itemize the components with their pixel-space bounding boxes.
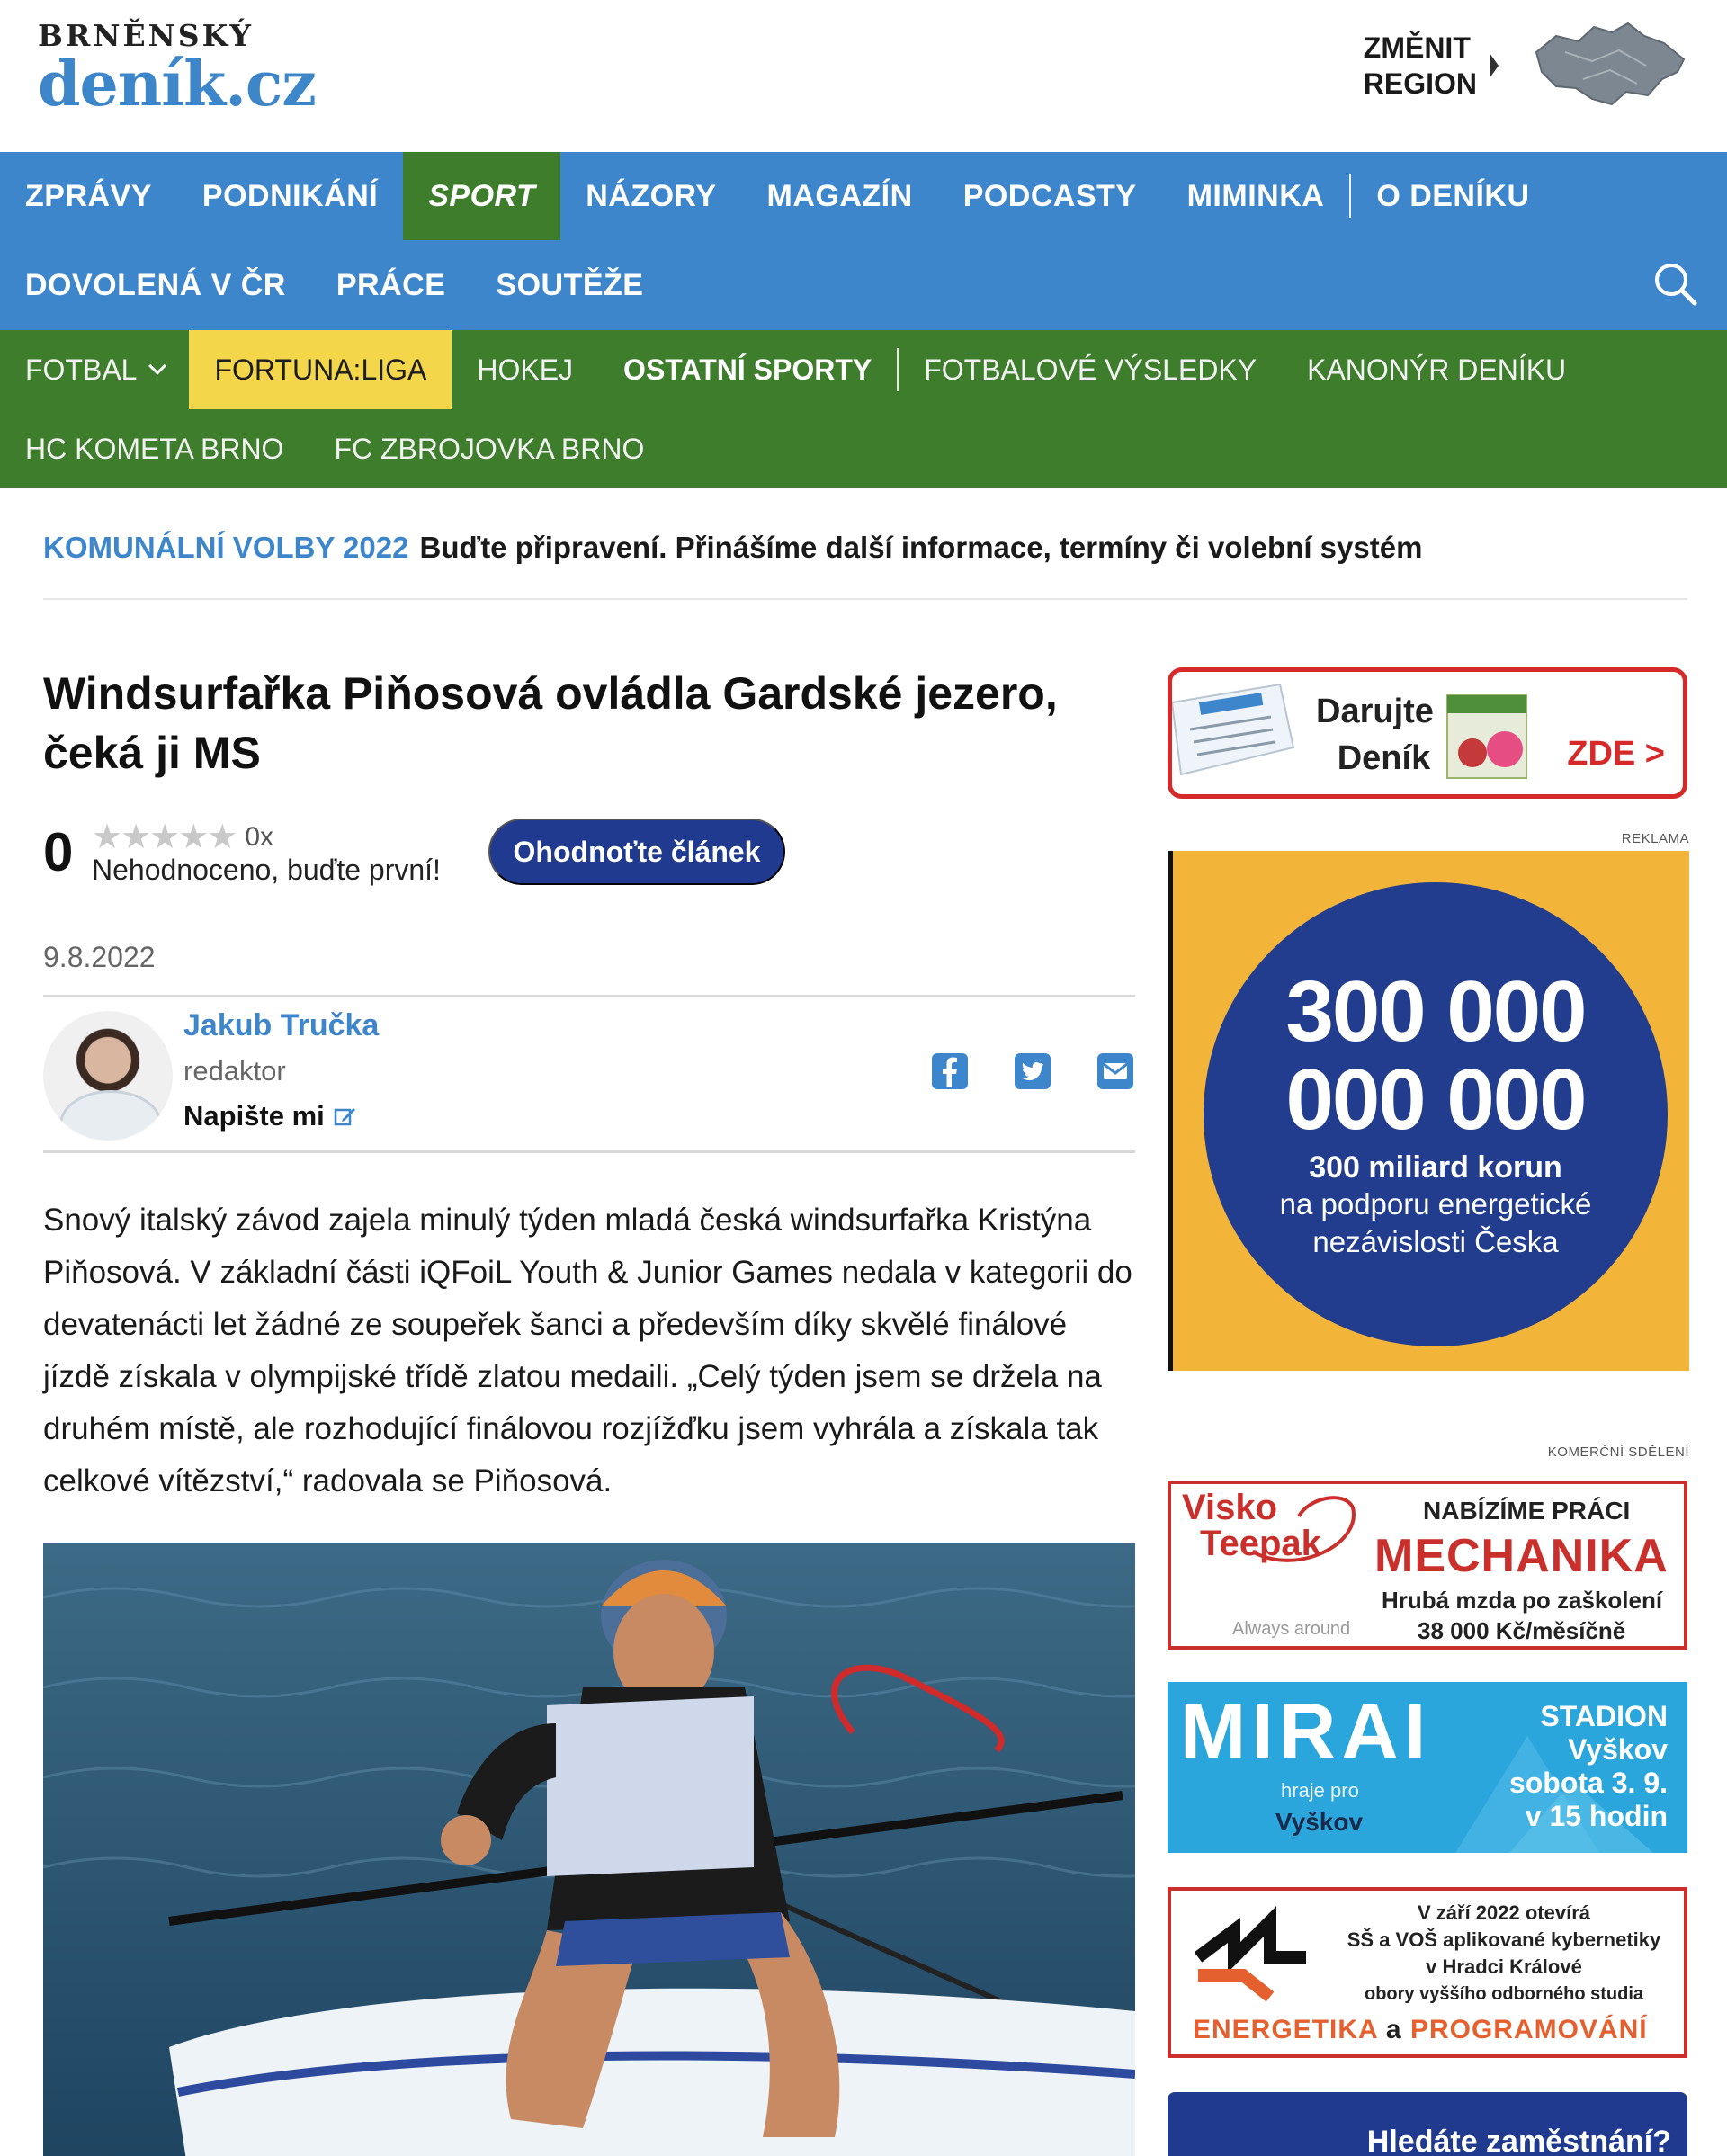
author-box bbox=[43, 995, 1135, 1153]
topic-text[interactable]: Buďte připravení. Přinášíme další informace, termíny či volební systém bbox=[419, 531, 1423, 564]
sport-nav-fotbalove-vysledky[interactable]: FOTBALOVÉ VÝSLEDKY bbox=[924, 353, 1257, 386]
change-region-button[interactable] bbox=[1364, 16, 1691, 115]
contact-author-label: Napište mi bbox=[183, 1100, 325, 1132]
energy-ad-number-2: 000 000 bbox=[1285, 1051, 1586, 1148]
divider bbox=[43, 598, 1687, 600]
mirai-info: STADION Vyškov sobota 3. 9. v 15 hodin bbox=[1508, 1700, 1668, 1832]
topic-tag[interactable]: KOMUNÁLNÍ VOLBY 2022 bbox=[43, 531, 409, 564]
main-nav-row-1 bbox=[0, 152, 1555, 240]
nav-item-prace[interactable]: PRÁCE bbox=[336, 267, 446, 302]
nav-item-podnikani[interactable]: PODNIKÁNÍ bbox=[201, 178, 379, 213]
donate-cta: ZDE > bbox=[1567, 735, 1665, 773]
sport-nav-hokej[interactable]: HOKEJ bbox=[477, 353, 574, 386]
energy-ad-circle bbox=[1204, 882, 1668, 1346]
logo-main-text: deník.cz bbox=[38, 49, 316, 121]
article-title: Windsurfařka Piňosová ovládla Gardské jezero, čeká ji MS bbox=[43, 668, 1058, 778]
sport-nav-row-2 bbox=[0, 409, 669, 488]
sport-nav-ostatni-sporty[interactable]: OSTATNÍ SPORTY bbox=[623, 353, 872, 386]
email-icon[interactable] bbox=[1096, 1051, 1135, 1091]
energy-ad-subtitle: 300 miliard korun bbox=[1309, 1150, 1562, 1185]
sport-nav-fc-zbrojovka[interactable]: FC ZBROJOVKA BRNO bbox=[334, 432, 645, 465]
job-search-ad[interactable]: Hledáte zaměstnání? bbox=[1168, 2092, 1687, 2156]
donate-text: Darujte Deník bbox=[1316, 693, 1434, 777]
donate-banner[interactable] bbox=[1168, 667, 1687, 799]
sport-nav-fotbal[interactable] bbox=[0, 330, 189, 409]
edit-icon bbox=[334, 1105, 357, 1128]
visko-pay-1: Hrubá mzda po zaškolení bbox=[1382, 1587, 1663, 1614]
change-region-label: ZMĚNIT REGION bbox=[1363, 31, 1477, 100]
newspaper-icon bbox=[1172, 684, 1298, 783]
mirai-sub-2: Vyškov bbox=[1275, 1808, 1364, 1836]
gift-product-icon bbox=[1442, 690, 1532, 783]
nav-item-podcasty[interactable]: PODCASTY bbox=[962, 178, 1137, 213]
commercial-label: KOMERČNÍ SDĚLENÍ bbox=[1547, 1445, 1689, 1460]
visko-job-title: MECHANIKA bbox=[1374, 1530, 1669, 1582]
nav-item-miminka[interactable]: MIMINKA bbox=[1186, 178, 1325, 213]
rate-article-button[interactable]: Ohodnoťte článek bbox=[488, 819, 785, 885]
rating-stars-icon: ★★★★★ bbox=[92, 819, 237, 856]
ad-label: REKLAMA bbox=[1621, 831, 1689, 846]
chevron-down-icon bbox=[149, 357, 167, 375]
sport-nav-kanonyr[interactable]: KANONÝR DENÍKU bbox=[1307, 353, 1567, 386]
chevron-right-icon bbox=[1490, 53, 1499, 78]
visko-headline: NABÍZÍME PRÁCI bbox=[1423, 1497, 1631, 1525]
school-text: V září 2022 otevírá SŠ a VOŠ aplikované kybernetiky v Hradci Králové obory vyššího odborného studia bbox=[1347, 1901, 1661, 2004]
nav-item-nazory[interactable]: NÁZORY bbox=[586, 178, 717, 213]
main-navigation bbox=[0, 152, 1727, 330]
share-buttons bbox=[930, 1051, 1135, 1091]
sport-nav-hc-kometa[interactable]: HC KOMETA BRNO bbox=[25, 432, 284, 465]
visko-logo: Visko Teepak bbox=[1182, 1490, 1371, 1597]
twitter-icon[interactable] bbox=[1013, 1051, 1052, 1091]
sport-nav-row-1 bbox=[0, 330, 1591, 409]
energy-ad-banner[interactable] bbox=[1168, 851, 1689, 1371]
school-ad[interactable] bbox=[1168, 1887, 1687, 2058]
school-logo-icon bbox=[1189, 1903, 1315, 2002]
contact-author-link[interactable] bbox=[183, 1100, 357, 1132]
rating-count: 0x bbox=[245, 821, 274, 852]
visko-pay-2: 38 000 Kč/měsíčně bbox=[1418, 1617, 1626, 1644]
rating-value: 0 bbox=[43, 821, 74, 882]
sport-nav-fortuna-liga[interactable]: FORTUNA:LIGA bbox=[189, 330, 452, 409]
article-photo[interactable] bbox=[43, 1543, 1135, 2156]
article-rating bbox=[43, 817, 441, 887]
article-lead: Snový italský závod zajela minulý týden mladá česká windsurfařka Kristýna Piňosová. V základní části iQFoiL Youth & Junior Games nedala v kategorii do devatenácti let žádné ze soupeřek šanci a především díky skvělé finálové jízdě získala v olympijské třídě zlatou medaili. „Celý týden jsem se držela na druhém místě, ale rozhodující finálovou rozjížďku jsem vyhrála a získala tak celkové vítězství,“ radovala se Piňosová. bbox=[43, 1203, 1132, 1498]
visko-tagline: Always around bbox=[1232, 1619, 1351, 1639]
swoosh-icon bbox=[1245, 1490, 1371, 1570]
author-role: redaktor bbox=[183, 1055, 286, 1087]
search-icon[interactable] bbox=[1650, 258, 1700, 309]
nav-item-souteze[interactable]: SOUTĚŽE bbox=[496, 267, 644, 302]
nav-item-dovolena[interactable]: DOVOLENÁ V ČR bbox=[25, 267, 286, 302]
facebook-icon[interactable] bbox=[930, 1051, 970, 1091]
nav-item-zpravy[interactable]: ZPRÁVY bbox=[25, 178, 152, 213]
mirai-concert-ad[interactable] bbox=[1168, 1682, 1687, 1853]
nav-item-magazin[interactable]: MAGAZÍN bbox=[766, 178, 913, 213]
visko-job-ad[interactable] bbox=[1168, 1481, 1687, 1650]
author-avatar[interactable] bbox=[43, 1011, 173, 1141]
mirai-sub-1: hraje pro bbox=[1281, 1779, 1359, 1802]
nav-divider bbox=[1349, 174, 1351, 218]
energy-ad-text-1: na podporu energetické bbox=[1279, 1187, 1592, 1221]
article-date: 9.8.2022 bbox=[43, 941, 156, 973]
logo-region-text: BRNĚNSKÝ bbox=[38, 18, 254, 53]
article bbox=[43, 664, 1135, 1498]
author-name[interactable]: Jakub Tručka bbox=[183, 1008, 380, 1042]
topic-banner[interactable] bbox=[43, 531, 1422, 565]
sport-navigation bbox=[0, 330, 1727, 488]
rating-note: Nehodnoceno, buďte první! bbox=[92, 854, 441, 886]
mirai-logo: MIRAI bbox=[1180, 1686, 1432, 1776]
rating-info bbox=[92, 817, 441, 887]
czech-map-icon bbox=[1529, 16, 1691, 115]
energy-ad-text-2: nezávislosti Česka bbox=[1312, 1225, 1559, 1258]
nav-item-sport[interactable]: SPORT bbox=[403, 152, 560, 240]
windsurfer-photo bbox=[43, 1543, 1135, 2156]
nav-item-o-deniku[interactable]: O DENÍKU bbox=[1376, 178, 1530, 213]
site-header bbox=[0, 0, 1727, 152]
school-programs: ENERGETIKA a PROGRAMOVÁNÍ bbox=[1193, 2015, 1648, 2044]
site-logo[interactable] bbox=[38, 18, 316, 121]
energy-ad-number-1: 300 000 bbox=[1285, 963, 1586, 1060]
sport-nav-fotbal-label: FOTBAL bbox=[25, 353, 138, 386]
main-nav-row-2 bbox=[0, 240, 668, 330]
